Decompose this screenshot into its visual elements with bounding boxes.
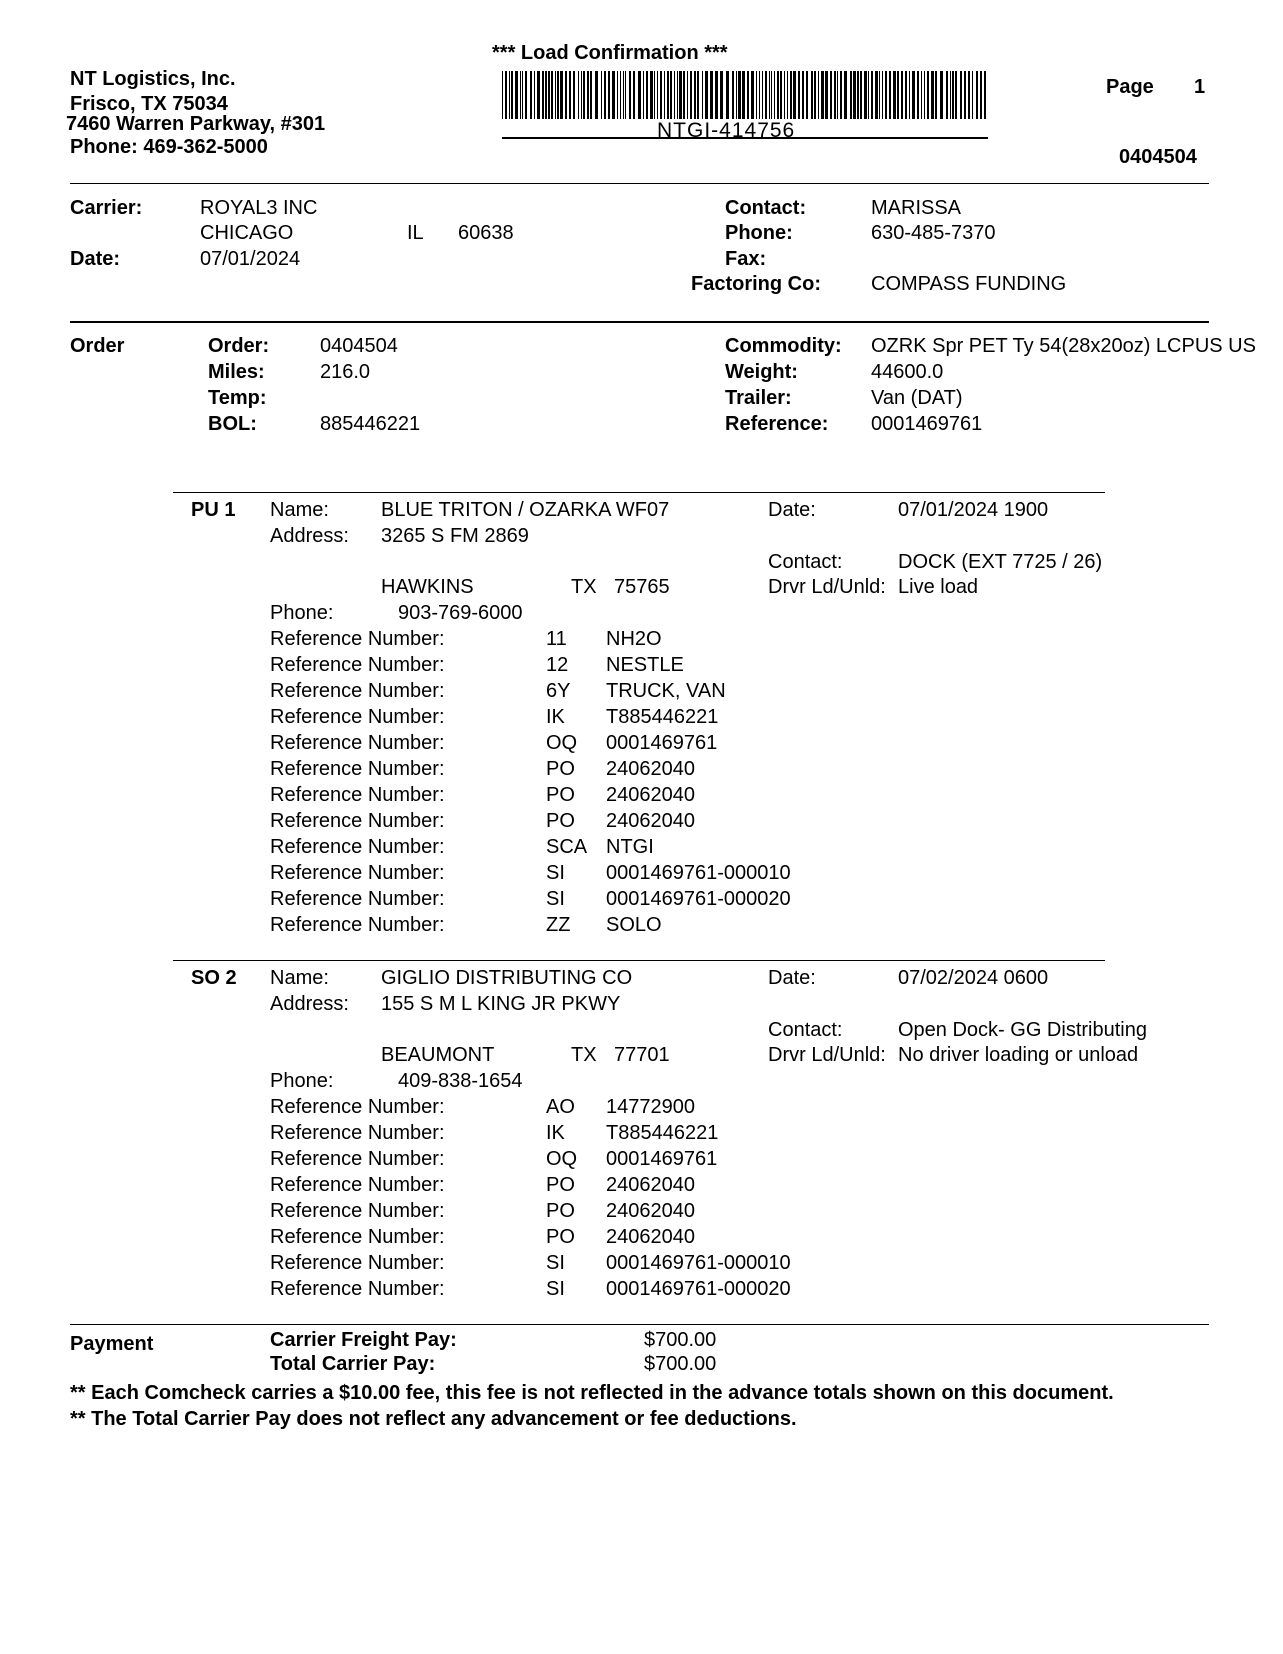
reference-value: 0001469761-000020 (606, 888, 791, 910)
barcode-bar (830, 71, 832, 119)
reference-label: Reference Number: (270, 680, 445, 702)
carrier-date: 07/01/2024 (200, 248, 301, 270)
barcode-bar (617, 71, 618, 119)
stop-tag: SO 2 (191, 967, 237, 989)
carrier-city: CHICAGO (200, 222, 294, 244)
total-pay-amount: $700.00 (644, 1353, 717, 1375)
trailer-label: Trailer: (725, 387, 792, 409)
reference-label: Reference Number: (270, 784, 445, 806)
barcode-bar (623, 71, 624, 119)
barcode-bar (690, 71, 692, 119)
reference-code: SI (546, 862, 565, 884)
reference-value: 24062040 (606, 1226, 695, 1248)
barcode-bar (871, 71, 873, 119)
barcode-bar (657, 71, 658, 119)
stop-name-label: Name: (270, 967, 329, 989)
barcode-bar (551, 71, 553, 119)
barcode-bar (537, 71, 540, 119)
barcode-bar (520, 71, 521, 119)
company-name: NT Logistics, Inc. (70, 68, 236, 90)
barcode-bar (921, 71, 922, 119)
barcode-bar (555, 71, 556, 119)
reference-label: Reference Number: (270, 654, 445, 676)
stop-contact-label: Contact: (768, 551, 843, 573)
payment-section-label: Payment (70, 1333, 154, 1355)
barcode-bar (765, 71, 767, 119)
barcode-bar (935, 71, 937, 119)
barcode-bar (875, 71, 878, 119)
barcode-bar (569, 71, 571, 119)
barcode-bar (587, 71, 589, 119)
reference-label: Reference Number: (270, 914, 445, 936)
barcode-bar (578, 71, 579, 119)
barcode-bar (825, 71, 828, 119)
barcode-bar (683, 71, 685, 119)
barcode-bar (774, 71, 775, 119)
barcode-bar (860, 71, 862, 119)
stop-date-label: Date: (768, 499, 816, 521)
reference-code: SI (546, 888, 565, 910)
fax-label: Fax: (725, 248, 767, 270)
barcode-bar (850, 71, 852, 119)
reference-value: 24062040 (606, 1174, 695, 1196)
reference-label: Reference Number: (270, 888, 445, 910)
barcode-bar (980, 71, 982, 119)
barcode-bar (705, 71, 708, 119)
barcode-bar (864, 71, 867, 119)
carrier-contact: MARISSA (871, 197, 962, 219)
carrier-phone: 630-485-7370 (871, 222, 996, 244)
date-label: Date: (70, 248, 121, 270)
barcode-bar (590, 71, 592, 119)
barcode-bar (759, 71, 760, 119)
factoring-company: COMPASS FUNDING (871, 273, 1067, 295)
temp-label: Temp: (208, 387, 267, 409)
barcode-bar (777, 71, 779, 119)
barcode-bar (522, 71, 523, 119)
barcode-bar (542, 71, 544, 119)
carrier-label: Carrier: (70, 197, 143, 219)
barcode-bar (940, 71, 943, 119)
barcode-bar (670, 71, 672, 119)
barcode-bar (806, 71, 808, 119)
barcode-bar (620, 71, 621, 119)
barcode-bar (509, 71, 510, 119)
order-label: Order: (208, 335, 270, 357)
carrier-zip: 60638 (458, 222, 514, 244)
barcode-bar (950, 71, 951, 119)
reference-value: 24062040 (606, 784, 695, 806)
barcode-bar (515, 71, 518, 119)
factoring-label: Factoring Co: (691, 273, 821, 295)
barcode-bar (964, 71, 966, 119)
phone-label: Phone: (725, 222, 793, 244)
company-city: Frisco, TX 75034 (70, 93, 228, 115)
stop-address-label: Address: (270, 993, 349, 1015)
barcode-bar (702, 71, 703, 119)
reference-value: 0001469761-000010 (606, 1252, 791, 1274)
barcode-bar (784, 71, 785, 119)
divider (70, 183, 1209, 184)
barcode-bar (853, 71, 856, 119)
reference-value: T885446221 (606, 706, 719, 728)
barcode-bar (882, 71, 883, 119)
reference-value: SOLO (606, 914, 662, 936)
barcode-bar (972, 71, 973, 119)
barcode-bar (798, 71, 800, 119)
stop-contact-label: Contact: (768, 1019, 843, 1041)
reference-label: Reference Number: (270, 1122, 445, 1144)
barcode-bar (726, 71, 729, 119)
barcode-bar (747, 71, 749, 119)
reference-value: NH2O (606, 628, 662, 650)
barcode-bar (674, 71, 675, 119)
reference-code: 6Y (546, 680, 571, 702)
barcode-bar (638, 71, 641, 119)
divider (70, 321, 1209, 323)
barcode-bar (837, 71, 838, 119)
barcode-bar (879, 71, 880, 119)
reference-code: SCA (546, 836, 588, 858)
barcode-bar (511, 71, 513, 119)
barcode-bar (505, 71, 507, 119)
barcode-bar (802, 71, 804, 119)
company-street: 7460 Warren Parkway, #301 (66, 113, 326, 135)
reference-value: 24062040 (606, 758, 695, 780)
reference-code: PO (546, 810, 575, 832)
reference-label: Reference Number: (270, 628, 445, 650)
stop-contact: DOCK (EXT 7725 / 26) (898, 551, 1103, 573)
reference-value: 0001469761 (606, 732, 718, 754)
reference-code: IK (546, 706, 565, 728)
barcode-bar (560, 71, 563, 119)
barcode-bar (608, 71, 610, 119)
weight-label: Weight: (725, 361, 798, 383)
order-reference: 0001469761 (871, 413, 983, 435)
barcode-bar (834, 71, 836, 119)
stop-drvr-label: Drvr Ld/Unld: (768, 576, 886, 598)
barcode-bar (679, 71, 682, 119)
barcode-bar (650, 71, 653, 119)
reference-label: Reference Number: (270, 836, 445, 858)
reference-code: IK (546, 1122, 565, 1144)
barcode-bar (736, 71, 737, 119)
reference-value: 14772900 (606, 1096, 695, 1118)
barcode-bar (710, 71, 713, 119)
barcode-bar (780, 71, 782, 119)
stop-date: 07/02/2024 0600 (898, 967, 1049, 989)
stop-phone-label: Phone: (270, 602, 334, 624)
reference-label: Reference Number: (270, 1200, 445, 1222)
barcode-bar (917, 71, 919, 119)
stop-drvr: No driver loading or unload (898, 1044, 1139, 1066)
reference-value: TRUCK, VAN (606, 680, 726, 702)
barcode-bar (811, 71, 813, 119)
barcode-bar (897, 71, 899, 119)
reference-label: Reference: (725, 413, 829, 435)
divider (173, 960, 1105, 961)
reference-value: 24062040 (606, 810, 695, 832)
barcode-bar (664, 71, 665, 119)
barcode-bar (818, 71, 819, 119)
order-weight: 44600.0 (871, 361, 944, 383)
reference-code: PO (546, 1200, 575, 1222)
barcode-bar (912, 71, 915, 119)
barcode-bar (821, 71, 824, 119)
reference-code: PO (546, 1174, 575, 1196)
barcode-bar (931, 71, 934, 119)
carrier-state: IL (407, 222, 424, 244)
reference-code: OQ (546, 732, 578, 754)
carrier-name: ROYAL3 INC (200, 197, 318, 219)
barcode-bar (604, 71, 606, 119)
barcode-bar (968, 71, 970, 119)
barcode-bar (787, 71, 788, 119)
barcode-bar (633, 71, 635, 119)
barcode-bar (557, 71, 559, 119)
order-miles: 216.0 (320, 361, 371, 383)
order-number: 0404504 (320, 335, 398, 357)
reference-value: NTGI (606, 836, 654, 858)
deduction-note: ** The Total Carrier Pay does not reflect any advancement or fee deductions. (70, 1408, 797, 1430)
order-commodity: OZRK Spr PET Ty 54(28x20oz) LCPUS US (871, 335, 1256, 357)
barcode-bar (732, 71, 734, 119)
barcode-bar (762, 71, 763, 119)
barcode-bar (545, 71, 547, 119)
stop-phone: 903-769-6000 (398, 602, 523, 624)
reference-code: PO (546, 758, 575, 780)
barcode-bar (751, 71, 754, 119)
barcode-bar (868, 71, 869, 119)
reference-label: Reference Number: (270, 862, 445, 884)
barcode-bar (534, 71, 535, 119)
stop-date: 07/01/2024 1900 (898, 499, 1049, 521)
barcode-bar (889, 71, 891, 119)
reference-label: Reference Number: (270, 1226, 445, 1248)
barcode-bar (525, 71, 527, 119)
reference-label: Reference Number: (270, 732, 445, 754)
commodity-label: Commodity: (725, 335, 842, 357)
reference-value: 24062040 (606, 1200, 695, 1222)
barcode-bar (646, 71, 648, 119)
stop-name: GIGLIO DISTRIBUTING CO (381, 967, 633, 989)
reference-value: 0001469761-000020 (606, 1278, 791, 1300)
reference-code: SI (546, 1252, 565, 1274)
barcode-bar (844, 71, 847, 119)
reference-code: 11 (546, 628, 567, 650)
reference-value: 0001469761 (606, 1148, 718, 1170)
reference-label: Reference Number: (270, 1174, 445, 1196)
barcode-bar (548, 71, 550, 119)
barcode-text: NTGI-414756 (657, 119, 796, 142)
stop-address: 3265 S FM 2869 (381, 525, 529, 547)
bol-label: BOL: (208, 413, 257, 435)
order-trailer: Van (DAT) (871, 387, 963, 409)
barcode-bar (573, 71, 575, 119)
stop-phone-label: Phone: (270, 1070, 334, 1092)
reference-label: Reference Number: (270, 1096, 445, 1118)
reference-code: AO (546, 1096, 575, 1118)
barcode-bar (790, 71, 792, 119)
barcode-bar (601, 71, 602, 119)
page-label: Page (1106, 76, 1154, 98)
document-number: 0404504 (1119, 146, 1197, 168)
reference-label: Reference Number: (270, 1148, 445, 1170)
contact-label: Contact: (725, 197, 807, 219)
order-bol: 885446221 (320, 413, 421, 435)
barcode-bar (769, 71, 770, 119)
reference-value: T885446221 (606, 1122, 719, 1144)
stop-city: HAWKINS (381, 576, 474, 598)
reference-value: 0001469761-000010 (606, 862, 791, 884)
barcode-bar (660, 71, 662, 119)
stop-phone: 409-838-1654 (398, 1070, 523, 1092)
reference-label: Reference Number: (270, 706, 445, 728)
stop-name: BLUE TRITON / OZARKA WF07 (381, 499, 670, 521)
barcode-bar (654, 71, 655, 119)
page-number: 1 (1194, 76, 1206, 98)
barcode-bar (667, 71, 669, 119)
reference-label: Reference Number: (270, 1252, 445, 1274)
barcode-bar (905, 71, 907, 119)
reference-label: Reference Number: (270, 810, 445, 832)
barcode-bar (677, 71, 678, 119)
barcode-bar (629, 71, 631, 119)
barcode-bar (927, 71, 929, 119)
barcode-bar (946, 71, 948, 119)
freight-pay-label: Carrier Freight Pay: (270, 1329, 457, 1351)
reference-label: Reference Number: (270, 758, 445, 780)
stop-state: TX (571, 576, 597, 598)
stop-zip: 77701 (614, 1044, 670, 1066)
stop-state: TX (571, 1044, 597, 1066)
stop-address: 155 S M L KING JR PKWY (381, 993, 621, 1015)
barcode-bar (857, 71, 859, 119)
reference-code: PO (546, 1226, 575, 1248)
stop-drvr: Live load (898, 576, 979, 598)
stop-date-label: Date: (768, 967, 816, 989)
barcode-bar (530, 71, 532, 119)
barcode-bar (793, 71, 796, 119)
total-pay-label: Total Carrier Pay: (270, 1353, 436, 1375)
barcode-bar (840, 71, 842, 119)
stop-contact: Open Dock- GG Distributing (898, 1019, 1147, 1041)
barcode-bar (771, 71, 772, 119)
barcode-bar (984, 71, 986, 119)
barcode-bar (756, 71, 757, 119)
stop-tag: PU 1 (191, 499, 236, 521)
barcode-bar (643, 71, 644, 119)
barcode-bar (924, 71, 925, 119)
barcode-bar (738, 71, 741, 119)
barcode-bar (581, 71, 582, 119)
stop-city: BEAUMONT (381, 1044, 495, 1066)
barcode-bar (955, 71, 957, 119)
barcode-bar (901, 71, 903, 119)
stop-name-label: Name: (270, 499, 329, 521)
barcode-bar (960, 71, 962, 119)
barcode-bar (583, 71, 585, 119)
reference-code: PO (546, 784, 575, 806)
barcode-bar (687, 71, 688, 119)
reference-code: OQ (546, 1148, 578, 1170)
divider (70, 1324, 1209, 1325)
order-section-label: Order (70, 335, 125, 357)
reference-value: NESTLE (606, 654, 684, 676)
company-phone: Phone: 469-362-5000 (70, 136, 268, 158)
barcode-bar (909, 71, 910, 119)
barcode-bar (612, 71, 615, 119)
barcode-bar (502, 71, 503, 119)
barcode-bar (625, 71, 626, 119)
document-title: *** Load Confirmation *** (492, 42, 728, 64)
fee-note: ** Each Comcheck carries a $10.00 fee, this fee is not reflected in the advance totals shown on this document. (70, 1382, 1114, 1404)
stop-zip: 75765 (614, 576, 670, 598)
divider (173, 492, 1105, 493)
freight-pay-amount: $700.00 (644, 1329, 717, 1351)
barcode-bar (893, 71, 896, 119)
barcode (502, 71, 988, 119)
reference-code: ZZ (546, 914, 571, 936)
barcode-bar (694, 71, 696, 119)
barcode-bar (952, 71, 954, 119)
barcode-bar (742, 71, 745, 119)
barcode-bar (976, 71, 978, 119)
barcode-bar (565, 71, 567, 119)
reference-code: 12 (546, 654, 569, 676)
barcode-bar (885, 71, 887, 119)
barcode-bar (595, 71, 598, 119)
stop-drvr-label: Drvr Ld/Unld: (768, 1044, 886, 1066)
stop-address-label: Address: (270, 525, 349, 547)
miles-label: Miles: (208, 361, 265, 383)
barcode-bar (814, 71, 816, 119)
reference-code: SI (546, 1278, 565, 1300)
barcode-bar (720, 71, 723, 119)
barcode-bar (715, 71, 718, 119)
barcode-bar (697, 71, 699, 119)
reference-label: Reference Number: (270, 1278, 445, 1300)
